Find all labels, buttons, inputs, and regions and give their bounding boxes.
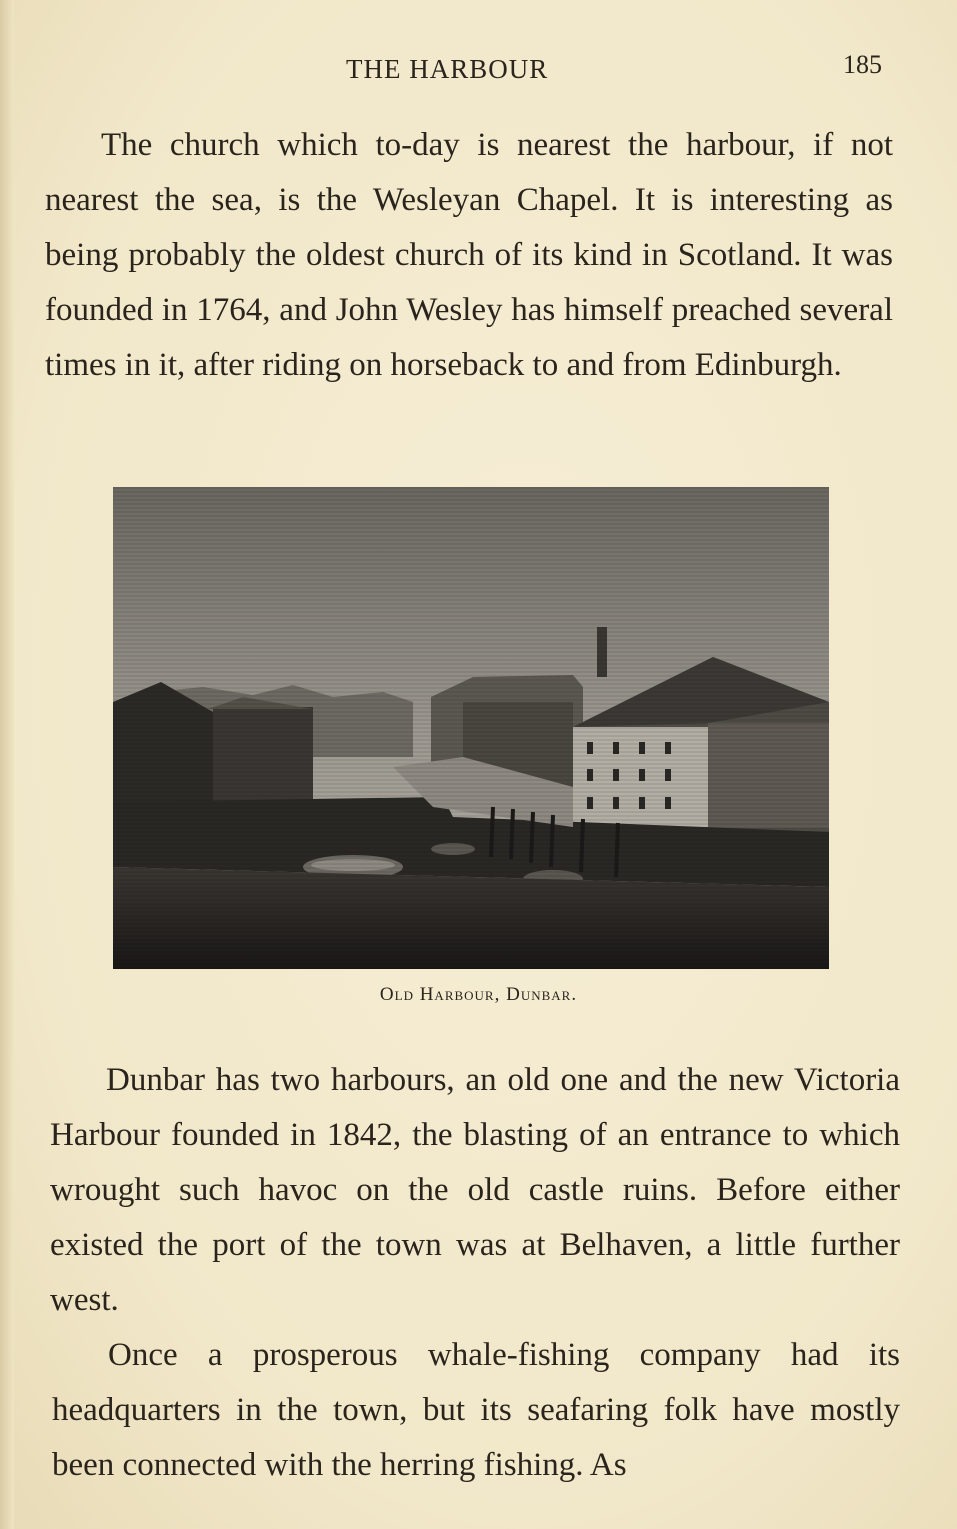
running-head <box>0 48 957 88</box>
running-title: THE HARBOUR <box>346 54 549 84</box>
paragraph-dunbar-harbours: Dunbar has two harbours, an old one and the new Victoria Harbour founded in 1842, the blasting of an entrance to which wrought such havoc on the old castle ruins. Before either existed the port of the town was at Belhaven, a little further west. <box>50 1062 900 1318</box>
harbour-photograph <box>113 487 829 969</box>
paragraph-wesleyan-chapel: The church which to-day is nearest the harbour, if not nearest the sea, is the Wesleyan Chapel. It is interesting as being probably the oldest church of its kind in Scotland. It was founded in 1764, and John Wesley has himself preached several times in it, after riding on horseback to and from Edinburgh. <box>45 127 893 383</box>
page-number: 185 <box>843 50 882 79</box>
harbour-photo-illustration <box>113 487 829 969</box>
page-gutter <box>0 0 14 1529</box>
paragraph-whale-fishing: Once a prosperous whale-fishing company had its headquarters in the town, but its seafaring folk have mostly been connected with the herring fishing. As <box>52 1337 900 1483</box>
figure-caption: Old Harbour, Dunbar. <box>379 984 578 1005</box>
